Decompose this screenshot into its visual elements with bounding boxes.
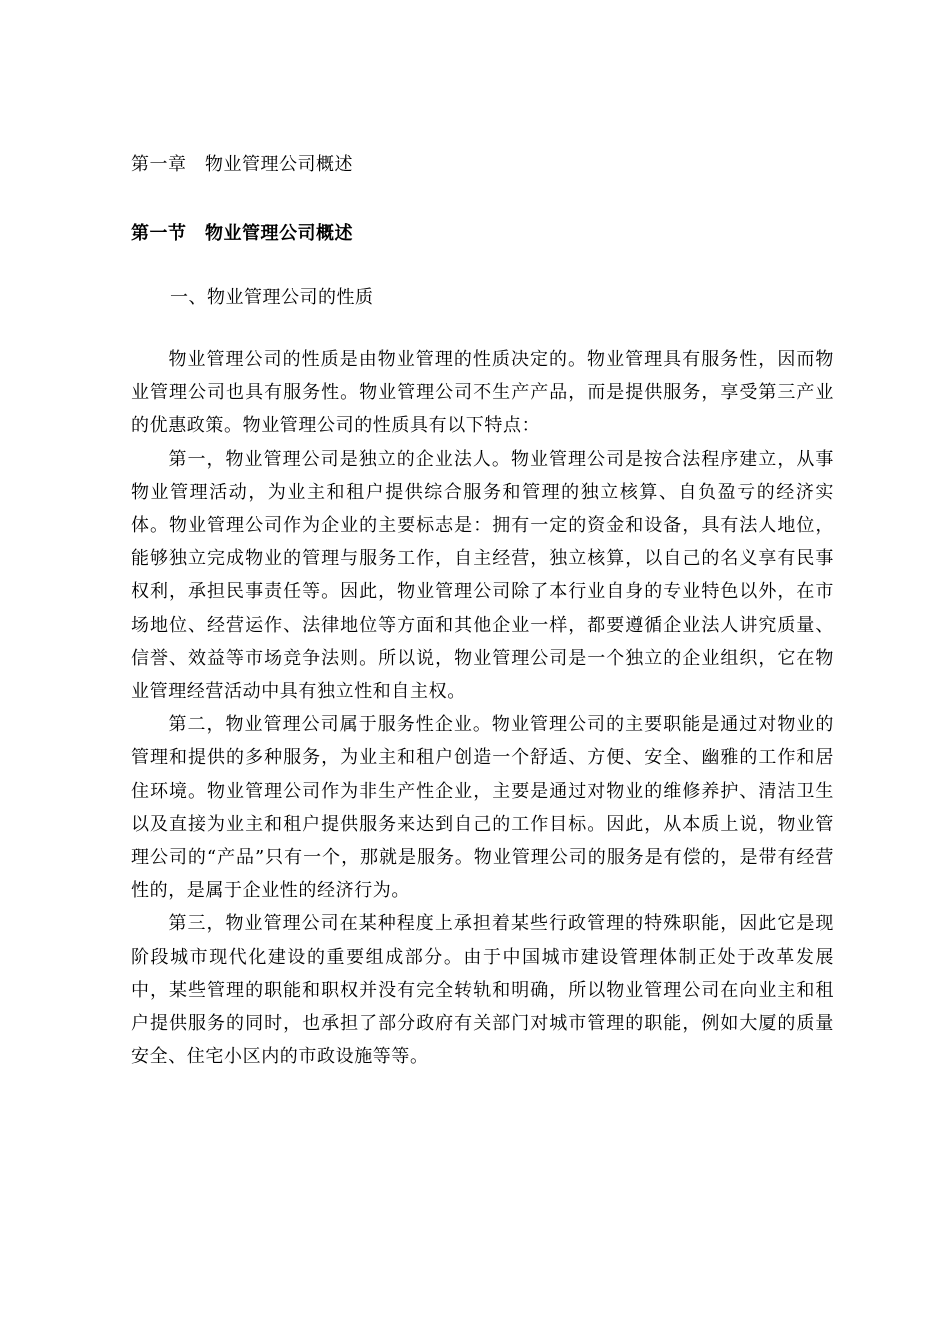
chapter-title: 第一章 物业管理公司概述 xyxy=(131,154,353,175)
paragraph-point-three: 第三，物业管理公司在某种程度上承担着某些行政管理的特殊职能，因此它是现阶段城市现代化建设的重要组成部分。由于中国城市建设管理体制正处于改革发展中，某些管理的职能和职权并没有完全转轨和明确，所以物业管理公司在向业主和租户提供服务的同时，也承担了部分政府有关部门对城市管理的职能，例如大厦的质量安全、住宅小区内的市政设施等等。 xyxy=(131,913,834,1068)
body-text xyxy=(131,343,834,1073)
subsection-title: 一、物业管理公司的性质 xyxy=(170,287,374,308)
section-title: 第一节 物业管理公司概述 xyxy=(131,223,353,244)
paragraph-point-two: 第二，物业管理公司属于服务性企业。物业管理公司的主要职能是通过对物业的管理和提供的多种服务，为业主和租户创造一个舒适、方便、安全、幽雅的工作和居住环境。物业管理公司作为非生产性企业，主要是通过对物业的维修养护、清洁卫生以及直接为业主和租户提供服务来达到自己的工作目标。因此，从本质上说，物业管理公司的“产品”只有一个，那就是服务。物业管理公司的服务是有偿的，是带有经营性的，是属于企业性的经济行为。 xyxy=(131,714,834,902)
paragraph-point-one: 第一，物业管理公司是独立的企业法人。物业管理公司是按合法程序建立，从事物业管理活动，为业主和租户提供综合服务和管理的独立核算、自负盈亏的经济实体。物业管理公司作为企业的主要标志是：拥有一定的资金和设备，具有法人地位，能够独立完成物业的管理与服务工作，自主经营，独立核算，以自己的名义享有民事权利，承担民事责任等。因此，物业管理公司除了本行业自身的专业特色以外，在市场地位、经营运作、法律地位等方面和其他企业一样，都要遵循企业法人讲究质量、信誉、效益等市场竞争法则。所以说，物业管理公司是一个独立的企业组织，它在物业管理经营活动中具有独立性和自主权。 xyxy=(131,448,834,703)
paragraph-intro: 物业管理公司的性质是由物业管理的性质决定的。物业管理具有服务性，因而物业管理公司也具有服务性。物业管理公司不生产产品，而是提供服务，享受第三产业的优惠政策。物业管理公司的性质具有以下特点： xyxy=(131,349,834,437)
